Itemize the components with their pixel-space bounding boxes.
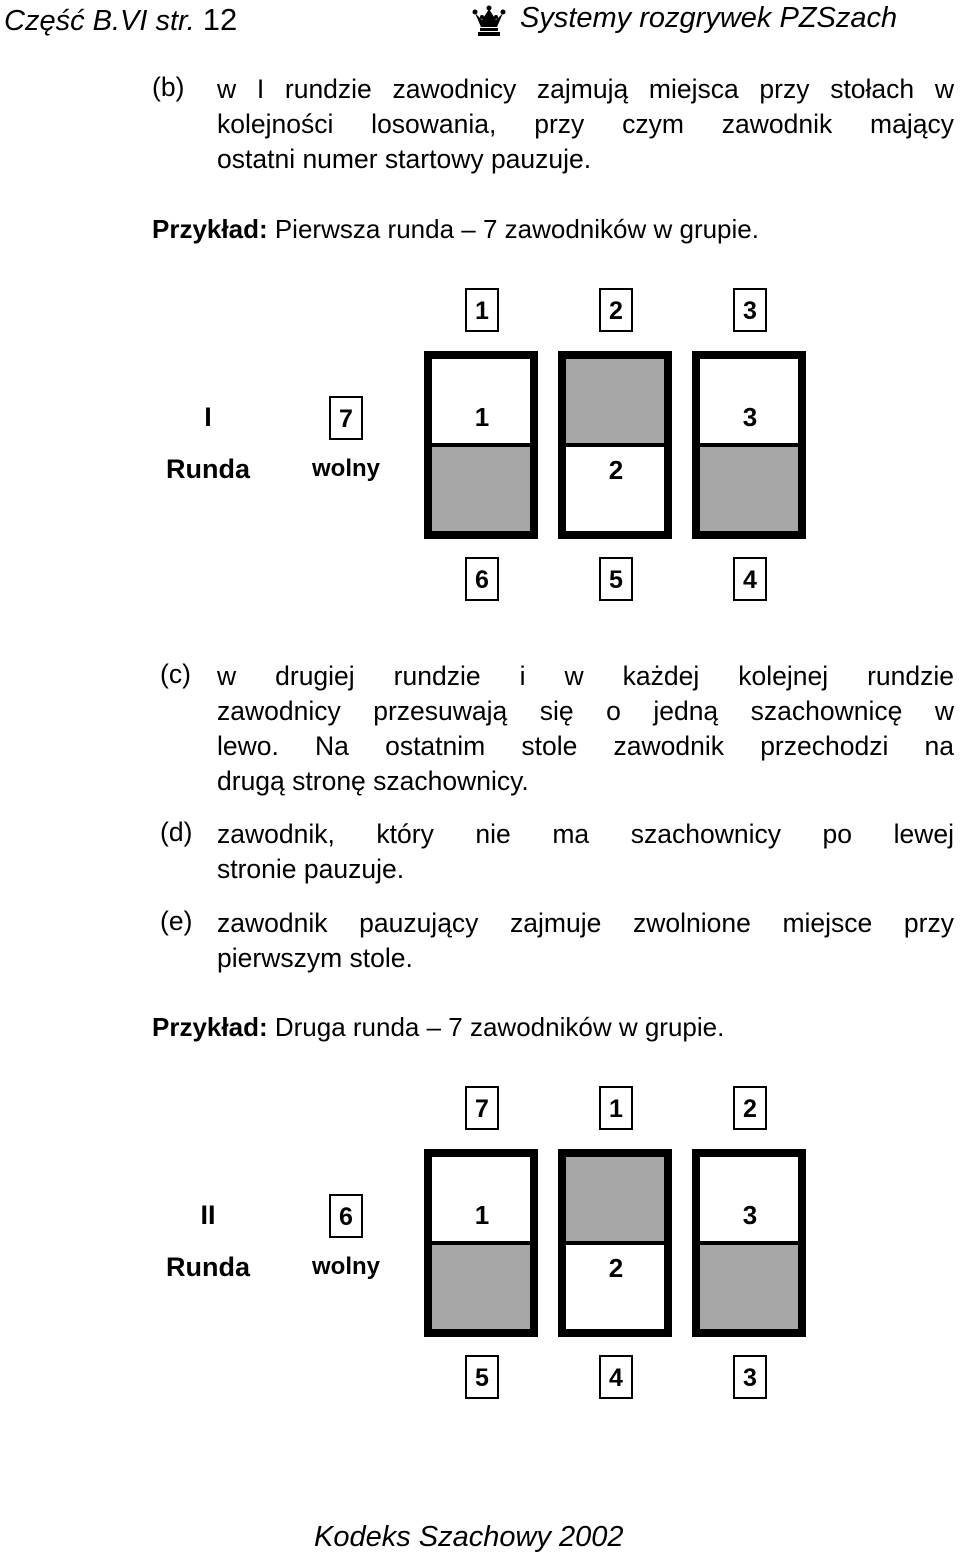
section-c-line-2: zawodnicy przesuwają się o jedną szachownicę w [217,696,954,726]
chessboard-1 [424,1149,538,1337]
section-b-line-3: ostatni numer startowy pauzuje. [217,144,592,174]
bye-player-box: 6 [329,1194,363,1238]
section-d-line-1: zawodnik, który nie ma szachownicy po lewej [217,819,954,849]
section-d-line-2: stronie pauzuje. [217,854,405,884]
section-b-line-2: kolejności losowania, przy czym zawodnik mający [217,109,954,139]
bye-player-box: 7 [329,396,363,440]
round-word: Runda [166,454,250,484]
section-b-marker: (b) [152,72,185,102]
board-half-gray [432,1245,530,1329]
table-seat-bottom-1: 6 [465,557,499,601]
chess-queen-icon [472,3,506,37]
board-half-gray [566,1157,664,1241]
chessboard-1 [424,351,538,539]
page-footer: Kodeks Szachowy 2002 [314,1521,624,1553]
section-d-marker: (d) [160,817,193,847]
table-seat-bottom-2: 5 [599,557,633,601]
board-half-gray [700,1245,798,1329]
board-half-gray [432,447,530,531]
board-player-top-1: 1 [474,1200,490,1230]
chessboard-3 [692,351,806,539]
board-player-top-3: 3 [742,1200,758,1230]
board-half-gray [566,359,664,443]
example1-text: Pierwsza runda – 7 zawodników w grupie. [274,214,759,244]
section-e-marker: (e) [160,906,193,936]
table-seat-top-1: 7 [465,1086,499,1130]
section-c-line-1: w drugiej rundzie i w każdej kolejnej rundzie [217,661,954,691]
table-seat-top-2: 2 [599,288,633,332]
chessboard-3 [692,1149,806,1337]
round-word: Runda [166,1252,250,1282]
example2-caption [152,1012,724,1043]
table-seat-bottom-2: 4 [599,1355,633,1399]
page-header-part [4,2,237,38]
board-half-gray [700,447,798,531]
bye-label: wolny [311,1253,380,1280]
board-player-top-1: 1 [474,402,490,432]
chessboard-2 [558,1149,672,1337]
table-seat-top-2: 1 [599,1086,633,1130]
example1-caption [152,214,759,245]
table-seat-top-3: 2 [733,1086,767,1130]
section-e-line-2: pierwszym stole. [217,943,413,973]
table-seat-bottom-1: 5 [465,1355,499,1399]
header-page-number: 12 [202,2,238,37]
section-b-line-1: w I rundzie zawodnicy zajmują miejsca przy stołach w [217,74,954,104]
board-player-bottom-2: 2 [608,455,624,485]
example1-label: Przykład: [152,214,268,244]
example2-label: Przykład: [152,1012,268,1042]
bye-label: wolny [311,455,380,482]
section-c-line-4: drugą stronę szachownicy. [217,766,529,796]
round-roman: I [204,402,212,432]
example2-text: Druga runda – 7 zawodników w grupie. [274,1012,725,1042]
header-part-label: Część B.VI str. [4,5,195,37]
board-player-bottom-2: 2 [608,1253,624,1283]
section-e-line-1: zawodnik pauzujący zajmuje zwolnione miejsce przy [217,908,954,938]
table-seat-top-1: 1 [465,288,499,332]
chessboard-2 [558,351,672,539]
round-roman: II [200,1200,216,1230]
header-title: Systemy rozgrywek PZSzach [520,2,898,34]
table-seat-top-3: 3 [733,288,767,332]
section-c-line-3: lewo. Na ostatnim stole zawodnik przechodzi na [217,731,954,761]
table-seat-bottom-3: 3 [733,1355,767,1399]
table-seat-bottom-3: 4 [733,557,767,601]
board-player-top-3: 3 [742,402,758,432]
section-c-marker: (c) [160,659,191,689]
